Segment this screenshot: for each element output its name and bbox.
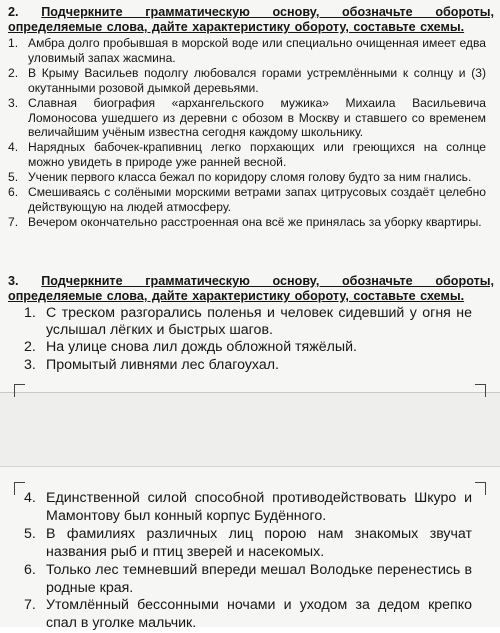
sentence-number: 5. bbox=[8, 170, 19, 185]
sentence-text: Смешиваясь с солёными морскими ветрами запах цитрусовых создаёт целебно действующую на людей атмосферу. bbox=[28, 185, 486, 214]
page-gap bbox=[0, 392, 500, 467]
sentence-item bbox=[24, 490, 472, 526]
sentence-item bbox=[8, 185, 486, 215]
task-2-instruction: Подчеркните грамматическую основу, обозначьте обороты, определяемые слова, дайте характеристику обороту, составьте схемы. bbox=[8, 5, 494, 34]
task-3-heading bbox=[8, 274, 494, 304]
sentence-number: 4. bbox=[24, 490, 36, 506]
sentence-item bbox=[8, 215, 486, 230]
sentence-item bbox=[24, 526, 472, 562]
sentence-item bbox=[24, 562, 472, 598]
sentence-text: Вечером окончательно расстроенная она всё же принялась за уборку квартиры. bbox=[28, 214, 482, 229]
sentence-text: В фамилиях различных лиц порою нам знакомых звучат названия рыб и птиц зверей и насекомых. bbox=[46, 525, 472, 560]
sentence-text: В Крыму Васильев подолгу любовался горами устремлёнными к солнцу и (3) окутанными розовой дымкой деревьями. bbox=[28, 65, 486, 95]
sentence-item bbox=[24, 305, 472, 339]
task-3-number: 3. bbox=[8, 274, 19, 288]
task-3-sentence-list-part2 bbox=[24, 490, 472, 633]
crop-mark-left bbox=[14, 384, 25, 397]
sentence-text: С треском разгорались поленья и человек сидевший у огня не услышал лёгких и быстрых шагов. bbox=[46, 305, 472, 339]
sentence-number: 3. bbox=[8, 95, 19, 110]
sentence-text: Единственной силой способной противодействовать Шкуро и Мамонтову был конный корпус Будённого. bbox=[46, 490, 472, 524]
task-2-number: 2. bbox=[8, 5, 19, 19]
sentence-text: Нарядных бабочек-крапивниц легко порхающих или греющихся на солнце можно увидеть в природе уже ранней весной. bbox=[28, 140, 486, 170]
sentence-number: 6. bbox=[24, 561, 36, 578]
crop-mark-right bbox=[475, 482, 486, 495]
sentence-number: 2. bbox=[24, 339, 36, 356]
sentence-number: 4. bbox=[8, 140, 19, 155]
sentence-text: Ученик первого класса бежал по коридору сломя голову будто за ним гнались. bbox=[28, 170, 472, 185]
sentence-number: 5. bbox=[24, 525, 36, 542]
task-3-instruction: Подчеркните грамматическую основу, обозначьте обороты, определяемые слова, дайте характеристику обороту, составьте схемы. bbox=[8, 274, 494, 303]
sentence-number: 1. bbox=[8, 36, 19, 50]
sentence-number: 7. bbox=[24, 597, 36, 614]
sentence-text: Славная биография «архангельского мужика» Михаила Васильевича Ломоносова ушедшего из деревни с обозом в Москву и ставшего со временем величайшим учёным известна сегодня каждому школьнику. bbox=[28, 95, 486, 140]
sentence-number: 1. bbox=[24, 305, 36, 321]
sentence-text: Амбра долго пробывшая в морской воде или специально очищенная имеет едва уловимый запах жасмина. bbox=[28, 36, 486, 65]
sentence-text: Промытый ливнями лес благоухал. bbox=[46, 356, 279, 373]
crop-mark-right bbox=[475, 384, 486, 397]
sentence-item bbox=[8, 140, 486, 170]
sentence-item bbox=[8, 170, 486, 185]
task-2-sentence-list bbox=[8, 36, 486, 230]
sentence-item bbox=[8, 36, 486, 66]
sentence-number: 7. bbox=[8, 214, 19, 229]
sentence-text: На улице снова лил дождь обложной тяжёлый. bbox=[46, 339, 357, 356]
sentence-item bbox=[24, 357, 472, 374]
sentence-number: 3. bbox=[24, 356, 36, 373]
sentence-item bbox=[24, 339, 472, 356]
task-3-sentence-list-part1 bbox=[24, 305, 472, 374]
sentence-item bbox=[8, 96, 486, 141]
sentence-text: Утомлённый бессонными ночами и уходом за дедом крепко спал в уголке мальчик. bbox=[46, 597, 472, 632]
sentence-text: Только лес темневший впереди мешал Володьке перенестись в родные края. bbox=[46, 561, 472, 596]
sentence-item bbox=[24, 597, 472, 633]
sentence-item bbox=[8, 66, 486, 96]
task-2-heading bbox=[8, 5, 494, 35]
sentence-number: 6. bbox=[8, 185, 19, 200]
sentence-number: 2. bbox=[8, 65, 19, 80]
